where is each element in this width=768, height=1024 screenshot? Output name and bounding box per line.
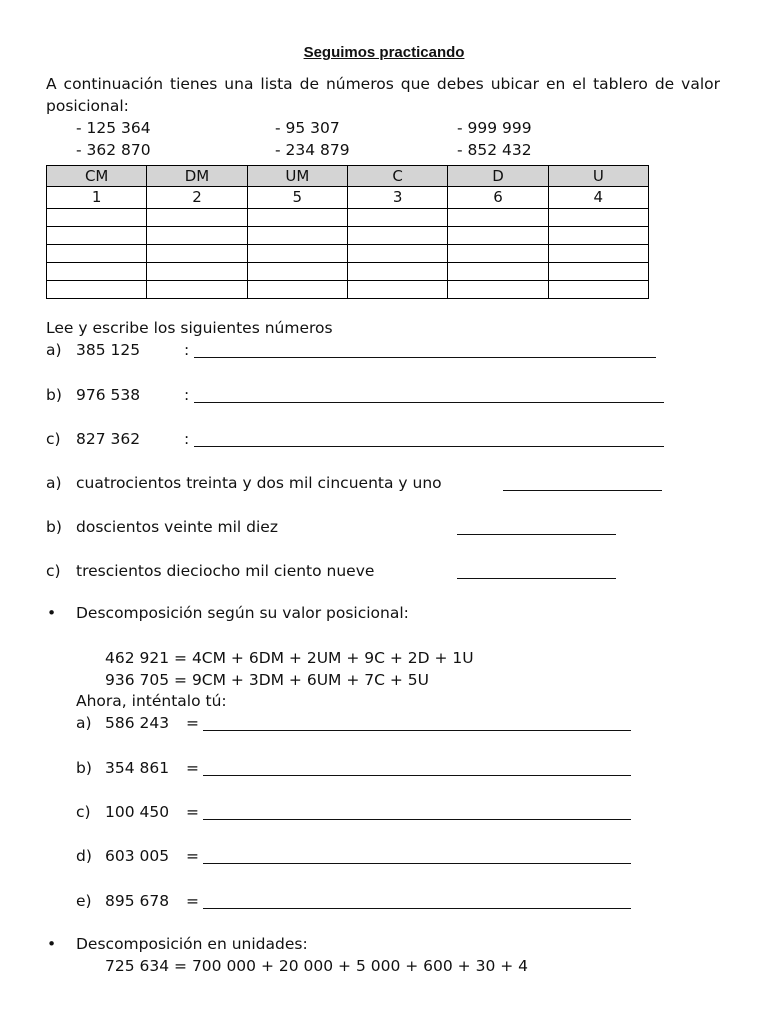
decomp-letter: d) <box>76 847 92 865</box>
decomp-number: 100 450 <box>105 803 170 821</box>
board-cell[interactable] <box>448 209 548 227</box>
board-cell[interactable] <box>247 245 347 263</box>
board-header-cm: CM <box>47 166 147 187</box>
board-empty-row <box>47 263 649 281</box>
read-write-number: 827 362 <box>76 430 141 448</box>
decomp-letter: c) <box>76 803 91 821</box>
intro-paragraph: A continuación tienes una lista de números que debes ubicar en el tablero de valor posicional: <box>46 75 720 115</box>
units-heading: Descomposición en unidades: <box>76 935 308 953</box>
read-write-colon: : <box>184 430 190 448</box>
board-cell[interactable] <box>548 263 648 281</box>
answer-line[interactable] <box>457 578 616 579</box>
decomp-equals: = <box>186 714 199 732</box>
try-label: Ahora, inténtalo tú: <box>76 692 227 710</box>
board-header-um: UM <box>247 166 347 187</box>
board-cell[interactable] <box>548 209 648 227</box>
board-empty-row <box>47 245 649 263</box>
board-header-dm: DM <box>147 166 247 187</box>
board-cell: 6 <box>448 187 548 209</box>
read-write-number: 385 125 <box>76 341 141 359</box>
words-text: trescientos dieciocho mil ciento nueve <box>76 562 375 580</box>
board-cell[interactable] <box>448 263 548 281</box>
board-cell[interactable] <box>448 245 548 263</box>
bullet-icon: • <box>47 935 57 953</box>
board-cell[interactable] <box>548 245 648 263</box>
words-letter: b) <box>46 518 62 536</box>
read-write-colon: : <box>184 341 190 359</box>
answer-line[interactable] <box>194 357 656 358</box>
board-cell[interactable] <box>448 281 548 299</box>
place-value-board <box>46 165 649 299</box>
units-example: 725 634 = 700 000 + 20 000 + 5 000 + 600 + 30 + 4 <box>105 957 529 975</box>
decomp-letter: e) <box>76 892 92 910</box>
number-item: - 95 307 <box>275 119 340 137</box>
board-cell[interactable] <box>247 227 347 245</box>
number-item: - 234 879 <box>275 141 350 159</box>
words-text: doscientos veinte mil diez <box>76 518 278 536</box>
read-write-letter: c) <box>46 430 61 448</box>
board-cell[interactable] <box>47 227 147 245</box>
board-empty-row <box>47 209 649 227</box>
board-cell[interactable] <box>47 245 147 263</box>
answer-line[interactable] <box>203 908 631 909</box>
answer-line[interactable] <box>203 730 631 731</box>
answer-line[interactable] <box>203 863 631 864</box>
answer-line[interactable] <box>194 446 664 447</box>
board-cell[interactable] <box>247 263 347 281</box>
read-write-letter: b) <box>46 386 62 404</box>
number-item: - 362 870 <box>76 141 151 159</box>
board-empty-row <box>47 281 649 299</box>
answer-line[interactable] <box>457 534 616 535</box>
board-cell[interactable] <box>147 209 247 227</box>
answer-line[interactable] <box>503 490 662 491</box>
decomp-letter: a) <box>76 714 92 732</box>
read-write-number: 976 538 <box>76 386 141 404</box>
board-header-d: D <box>448 166 548 187</box>
decomp-number: 603 005 <box>105 847 170 865</box>
decomposition-example: 936 705 = 9CM + 3DM + 6UM + 7C + 5U <box>105 671 430 689</box>
decomp-equals: = <box>186 759 199 777</box>
number-item: - 999 999 <box>457 119 532 137</box>
board-cell[interactable] <box>347 209 447 227</box>
words-text: cuatrocientos treinta y dos mil cincuenta y uno <box>76 474 442 492</box>
decomp-equals: = <box>186 847 199 865</box>
decomp-equals: = <box>186 892 199 910</box>
board-cell[interactable] <box>347 263 447 281</box>
board-header-row <box>47 166 649 187</box>
decomp-number: 354 861 <box>105 759 170 777</box>
answer-line[interactable] <box>203 819 631 820</box>
board-cell[interactable] <box>347 281 447 299</box>
bullet-icon: • <box>47 604 57 622</box>
board-cell[interactable] <box>247 209 347 227</box>
decomp-equals: = <box>186 803 199 821</box>
answer-line[interactable] <box>203 775 631 776</box>
board-header-c: C <box>347 166 447 187</box>
read-write-heading: Lee y escribe los siguientes números <box>46 319 333 337</box>
board-cell[interactable] <box>448 227 548 245</box>
number-item: - 125 364 <box>76 119 151 137</box>
board-cell: 3 <box>347 187 447 209</box>
page-title: Seguimos practicando <box>303 44 465 61</box>
decomposition-example: 462 921 = 4CM + 6DM + 2UM + 9C + 2D + 1U <box>105 649 474 667</box>
words-letter: c) <box>46 562 61 580</box>
board-cell[interactable] <box>347 227 447 245</box>
words-letter: a) <box>46 474 62 492</box>
board-cell: 4 <box>548 187 648 209</box>
read-write-letter: a) <box>46 341 62 359</box>
decomp-number: 895 678 <box>105 892 170 910</box>
board-example-row <box>47 187 649 209</box>
board-cell[interactable] <box>47 209 147 227</box>
board-header-u: U <box>548 166 648 187</box>
decomp-letter: b) <box>76 759 92 777</box>
board-cell[interactable] <box>548 227 648 245</box>
decomp-number: 586 243 <box>105 714 170 732</box>
decomposition-heading: Descomposición según su valor posicional: <box>76 604 409 622</box>
board-cell[interactable] <box>147 227 247 245</box>
board-cell[interactable] <box>47 263 147 281</box>
answer-line[interactable] <box>194 402 664 403</box>
number-item: - 852 432 <box>457 141 532 159</box>
board-cell[interactable] <box>347 245 447 263</box>
read-write-colon: : <box>184 386 190 404</box>
board-empty-row <box>47 227 649 245</box>
board-cell[interactable] <box>147 281 247 299</box>
board-cell: 2 <box>147 187 247 209</box>
board-cell[interactable] <box>147 245 247 263</box>
board-cell: 5 <box>247 187 347 209</box>
board-cell[interactable] <box>147 263 247 281</box>
board-cell[interactable] <box>548 281 648 299</box>
board-cell[interactable] <box>247 281 347 299</box>
board-cell: 1 <box>47 187 147 209</box>
board-cell[interactable] <box>47 281 147 299</box>
